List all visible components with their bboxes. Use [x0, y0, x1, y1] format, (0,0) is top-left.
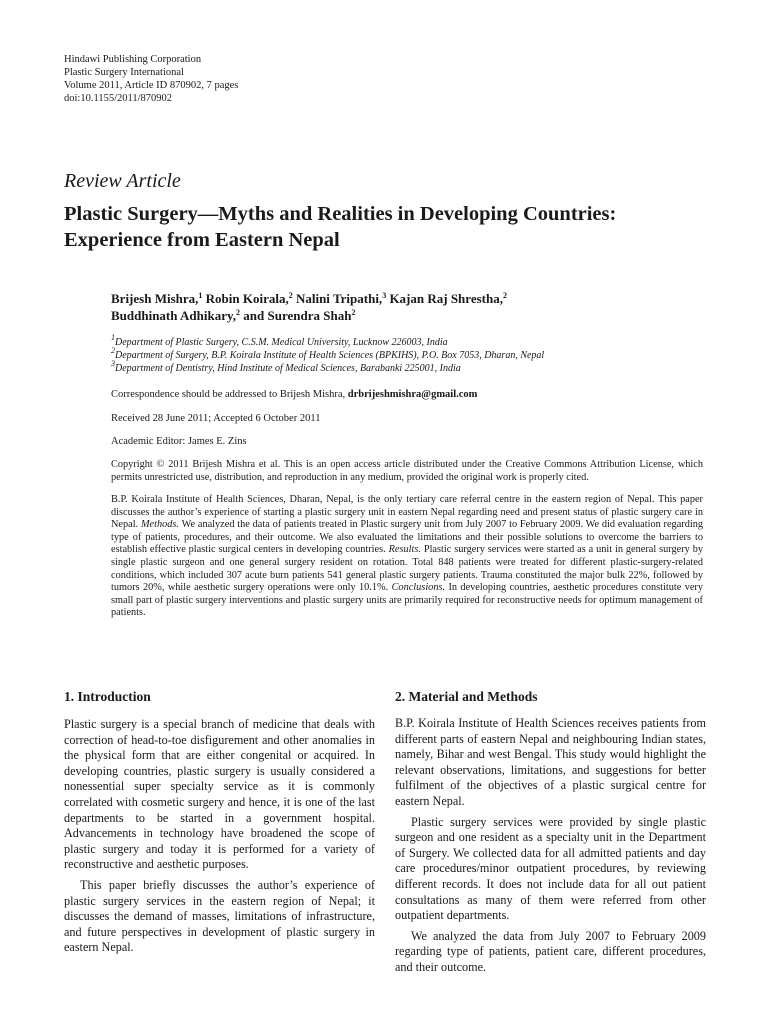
abstract-methods: We analyzed the data of patients treated in Plastic surgery unit from July 2007 to February 2009. We did evaluation regarding type of patients, procedures, and their outcome. We also evaluated the limitations and their possible solutions to overcome the barriers to establish effective plastic surgical centers in developing countries.	[111, 519, 704, 556]
publisher-name: Hindawi Publishing Corporation	[64, 54, 202, 65]
academic-editor: Academic Editor: James E. Zins	[111, 436, 247, 447]
author-affil-mark: 2	[236, 308, 241, 317]
section-heading-methods: 2. Material and Methods	[395, 689, 538, 704]
author-list	[111, 290, 507, 324]
affiliation-text: Department of Dentistry, Hind Institute of Medical Sciences, Barabanki 225001, India	[115, 363, 461, 374]
received-accepted-dates: Received 28 June 2011; Accepted 6 October 2011	[111, 413, 321, 424]
section-heading-introduction: 1. Introduction	[64, 689, 151, 704]
abstract-results: Plastic surgery services were started as a unit in general surgery by single plastic surgeon and one general surgery resident on rotation. Total 848 patients were treated for different plastic-surgery-related conditions, which included 307 acute burn patients 541 general plastic surgery patients. Trauma constituted the major bulk 22%, followed by tumors 20%, while aesthetic surgery operations were only 10.1%.	[111, 544, 703, 594]
author-line-1	[111, 290, 507, 307]
correspondence-email[interactable]: drbrijeshmishra@gmail.com	[347, 389, 478, 400]
author-name: Nalini Tripathi,	[295, 291, 383, 306]
author-affil-mark: 2	[288, 291, 293, 300]
article-title	[64, 201, 724, 253]
abstract-methods-label: Methods.	[140, 519, 180, 531]
affiliation-mark: 2	[111, 346, 115, 355]
affiliation	[111, 359, 544, 375]
title-line-1: Plastic Surgery—Myths and Realities in Developing Countries:	[64, 203, 617, 225]
affiliation-text: Department of Surgery, B.P. Koirala Institute of Health Sciences (BPKIHS), P.O. Box 7053, Dharan, Nepal	[115, 350, 545, 361]
correspondence	[111, 388, 477, 401]
affiliation-text: Department of Plastic Surgery, C.S.M. Medical University, Lucknow 226003, India	[115, 337, 448, 348]
author-name: and Surendra Shah	[243, 308, 352, 323]
author-affil-mark: 1	[198, 291, 203, 300]
volume-info: Volume 2011, Article ID 870902, 7 pages	[64, 80, 239, 91]
doi: doi:10.1155/2011/870902	[64, 93, 173, 104]
paragraph: Plastic surgery services were provided by single plastic surgeon and one resident as a specialty unit in the Department of Surgery. We collected data for all admitted patients and day care procedures/minor outpatient procedures, by reviewing different records. It does not include data for all out patient consultations as many of them were referred from other outpatient departments.	[395, 814, 706, 923]
paragraph: Plastic surgery is a special branch of medicine that deals with correction of head-to-toe disfigurement and other anomalies in the physical form that are either congenital or acquired. In developing countries, plastic surgery is usually considered a nonessential super specialty service as it is commonly correlated with cosmetic surgery and hence, it is one of the last departments to be started in a government hospital. Advancements in technology have broadened the scope of plastic surgery and today it is performed for a variety of reconstructive and aesthetic purposes.	[64, 717, 375, 872]
abstract-results-label: Results.	[388, 544, 421, 556]
paragraph: B.P. Koirala Institute of Health Sciences receives patients from different parts of eastern Nepal and neighbouring Indian states, namely, Bihar and west Bengal. This study would highlight the relevant observations, limitations, and suggestions for better fulfilment of the objectives of a plastic surgical centre for eastern Nepal.	[395, 716, 706, 808]
affiliation	[111, 333, 544, 349]
introduction-body	[64, 717, 375, 961]
paragraph: We analyzed the data from July 2007 to February 2009 regarding type of patients, patient care, different procedures, and their outcome.	[395, 928, 706, 974]
author-affil-mark: 2	[351, 308, 356, 317]
affiliation-mark: 3	[111, 359, 115, 368]
copyright-notice: Copyright © 2011 Brijesh Mishra et al. This is an open access article distributed under the Creative Commons Attribution License, which permits unrestricted use, distribution, and reproduction in any medium, provided the original work is properly cited.	[111, 459, 703, 483]
affiliation	[111, 346, 545, 362]
affiliation-mark: 1	[111, 333, 115, 342]
title-line-2: Experience from Eastern Nepal	[64, 229, 340, 251]
correspondence-text: Correspondence should be addressed to Brijesh Mishra,	[111, 389, 348, 400]
journal-name: Plastic Surgery International	[64, 67, 184, 78]
affiliations	[111, 333, 545, 375]
author-name: Kajan Raj Shrestha,	[389, 291, 503, 306]
abstract-background: B.P. Koirala Institute of Health Sciences, Dharan, Nepal, is the only tertiary care referral centre in the eastern region of Nepal. This paper discusses the author’s experience of starting a plastic surgery unit in eastern Nepal regarding need and present status of plastic surgery care in Nepal.	[111, 494, 703, 531]
author-name: Buddhinath Adhikary,	[111, 308, 237, 323]
methods-body	[395, 716, 706, 981]
author-affil-mark: 3	[382, 291, 387, 300]
abstract	[111, 494, 703, 620]
author-name: Brijesh Mishra,	[111, 291, 199, 306]
abstract-conclusions: In developing countries, aesthetic procedures constitute very small part of plastic surgery interventions and plastic surgery units are primarily required for reconstructive needs for optimum management of patients.	[111, 582, 703, 619]
author-name: Robin Koirala,	[205, 291, 289, 306]
paragraph: This paper briefly discusses the author’s experience of plastic surgery services in the eastern region of Nepal; it discusses the demand of masses, limitations of infrastructure, and future perspectives in development of plastic surgery in eastern Nepal.	[64, 877, 375, 955]
author-line-2	[111, 307, 507, 324]
journal-header	[64, 53, 238, 105]
abstract-conclusions-label: Conclusions.	[391, 582, 446, 594]
author-affil-mark: 2	[502, 291, 507, 300]
article-type: Review Article	[64, 170, 181, 192]
